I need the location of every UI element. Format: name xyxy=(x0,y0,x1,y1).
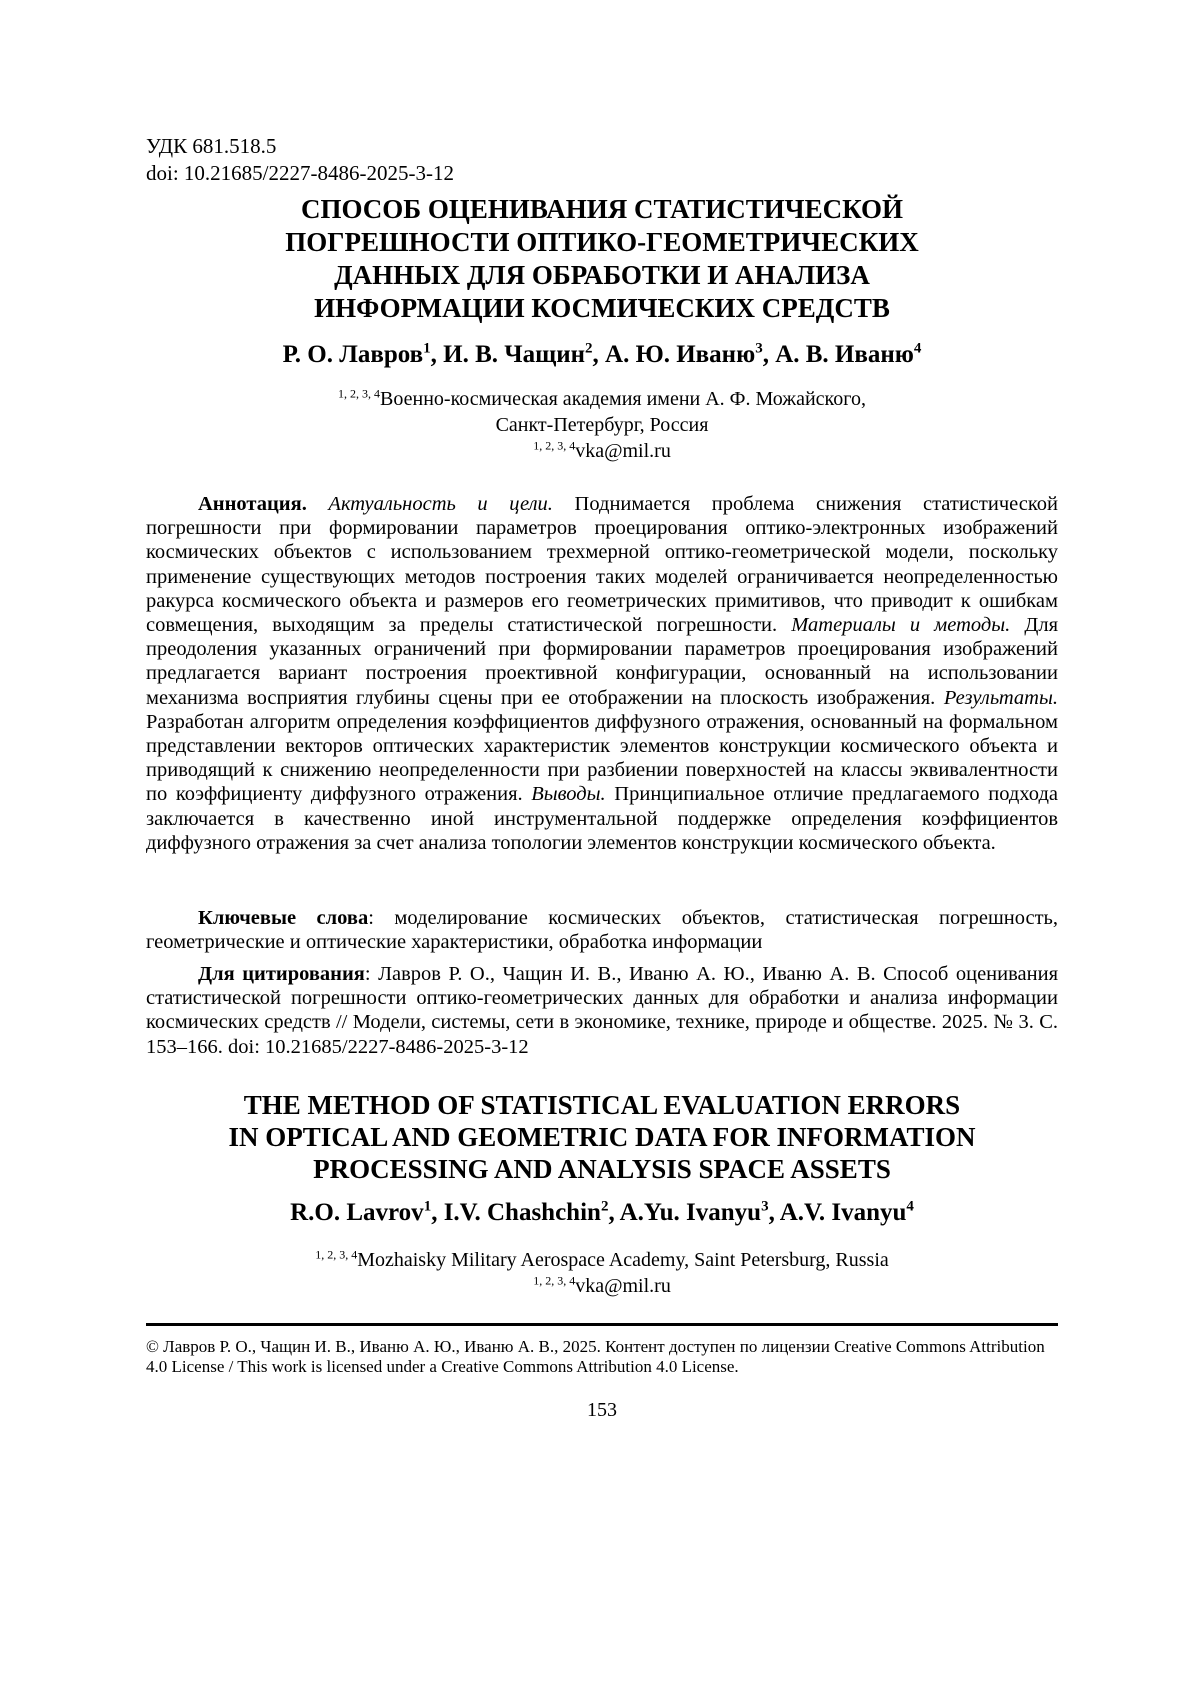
footer-divider xyxy=(146,1323,1058,1326)
title-line-ru-4: ИНФОРМАЦИИ КОСМИЧЕСКИХ СРЕДСТВ xyxy=(314,293,890,323)
copyright-notice: © Лавров Р. О., Чащин И. В., Иваню А. Ю., Иваню А. В., 2025. Контент доступен по лицензии Creative Commons Attribution 4.0 License / This work is licensed under a Creative Commons Attribution 4.0 License. xyxy=(146,1337,1045,1376)
affiliation-en-line1: $^{1, 2, 3, 4}$Mozhaisky Military Aerospace Academy, Saint Petersburg, Russia xyxy=(315,1247,889,1271)
title-line-en-2: IN OPTICAL AND GEOMETRIC DATA FOR INFORMATION xyxy=(228,1122,976,1152)
affiliation-ru-line1: $^{1, 2, 3, 4}$Военно-космическая академия имени А. Ф. Можайского, xyxy=(338,386,866,410)
article-title-en xyxy=(146,1089,1058,1185)
udk-doi-block xyxy=(146,133,1058,187)
doi-number: doi: 10.21685/2227-8486-2025-3-12 xyxy=(146,161,454,185)
title-line-ru-3: ДАННЫХ ДЛЯ ОБРАБОТКИ И АНАЛИЗА xyxy=(334,260,870,290)
affiliation-ru-line2: Санкт-Петербург, Россия xyxy=(495,414,709,436)
title-line-en-3: PROCESSING AND ANALYSIS SPACE ASSETS xyxy=(313,1154,891,1184)
authors-ru: Р. О. Лавров$^1$, И. В. Чащин$^2$, А. Ю. Иваню$^3$, А. В. Иваню$^4$ xyxy=(282,340,922,368)
title-line-ru-2: ПОГРЕШНОСТИ ОПТИКО-ГЕОМЕТРИЧЕСКИХ xyxy=(285,227,919,257)
abstract-paragraph: Аннотация. Актуальность и цели. Поднимается проблема снижения статистической погрешности при формировании параметров проецирования оптико-электронных изображений космических объектов с использованием трехмерной оптико-геометрической модели, поскольку применение существующих методов построения таких моделей ограничивается неопределенностью ракурса космического объекта и размеров его геометрических примитивов, что приводит к ошибкам совмещения, выходящим за пределы статистической погрешности. Материалы и методы. Для преодоления указанных ограничений при формировании параметров проецирования изображений предлагается вариант построения проективной конфигурации, основанный на использовании механизма восприятия глубины сцены при ее отображении на плоскость изображения. Результаты. Разработан алгоритм определения коэффициентов диффузного отражения, основанный на формальном представлении векторов оптических характеристик элементов конструкции космического объекта и приводящий к снижению неопределенности при разбиении поверхностей на классы эквивалентности по коэффициенту диффузного отражения. Выводы. Принципиальное отличие предлагаемого подхода заключается в качественно иной инструментальной поддержке определения коэффициентов диффузного отражения за счет анализа топологии элементов конструкции космического объекта. xyxy=(146,493,1059,854)
title-line-en-1: THE METHOD OF STATISTICAL EVALUATION ERRORS xyxy=(243,1090,961,1120)
citation-paragraph: Для цитирования: Лавров Р. О., Чащин И. В., Иваню А. Ю., Иваню А. В. Способ оценивания статистической погрешности оптико-геометрических данных для обработки и анализа информации космических средств // Модели, системы, сети в экономике, технике, природе и обществе. 2025. № 3. С. 153–166. doi: 10.21685/2227-8486-2025-3-12 xyxy=(146,963,1058,1058)
email-en: $^{1, 2, 3, 4}$vka@mil.ru xyxy=(533,1273,671,1297)
udk-number: УДК 681.518.5 xyxy=(146,134,277,158)
keywords-paragraph: Ключевые слова: моделирование космических объектов, статистическая погрешность, геометрические и оптические характеристики, обработка информации xyxy=(146,907,1059,954)
title-line-ru-1: СПОСОБ ОЦЕНИВАНИЯ СТАТИСТИЧЕСКОЙ xyxy=(300,194,904,224)
page-number: 153 xyxy=(587,1399,617,1421)
authors-en: R.O. Lavrov$^1$, I.V. Chashchin$^2$, A.Yu. Ivanyu$^3$, A.V. Ivanyu$^4$ xyxy=(290,1198,914,1226)
affiliation-ru xyxy=(146,386,1058,464)
affiliation-en xyxy=(146,1247,1058,1299)
article-title-ru xyxy=(146,193,1058,325)
email-ru: $^{1, 2, 3, 4}$vka@mil.ru xyxy=(533,438,671,462)
